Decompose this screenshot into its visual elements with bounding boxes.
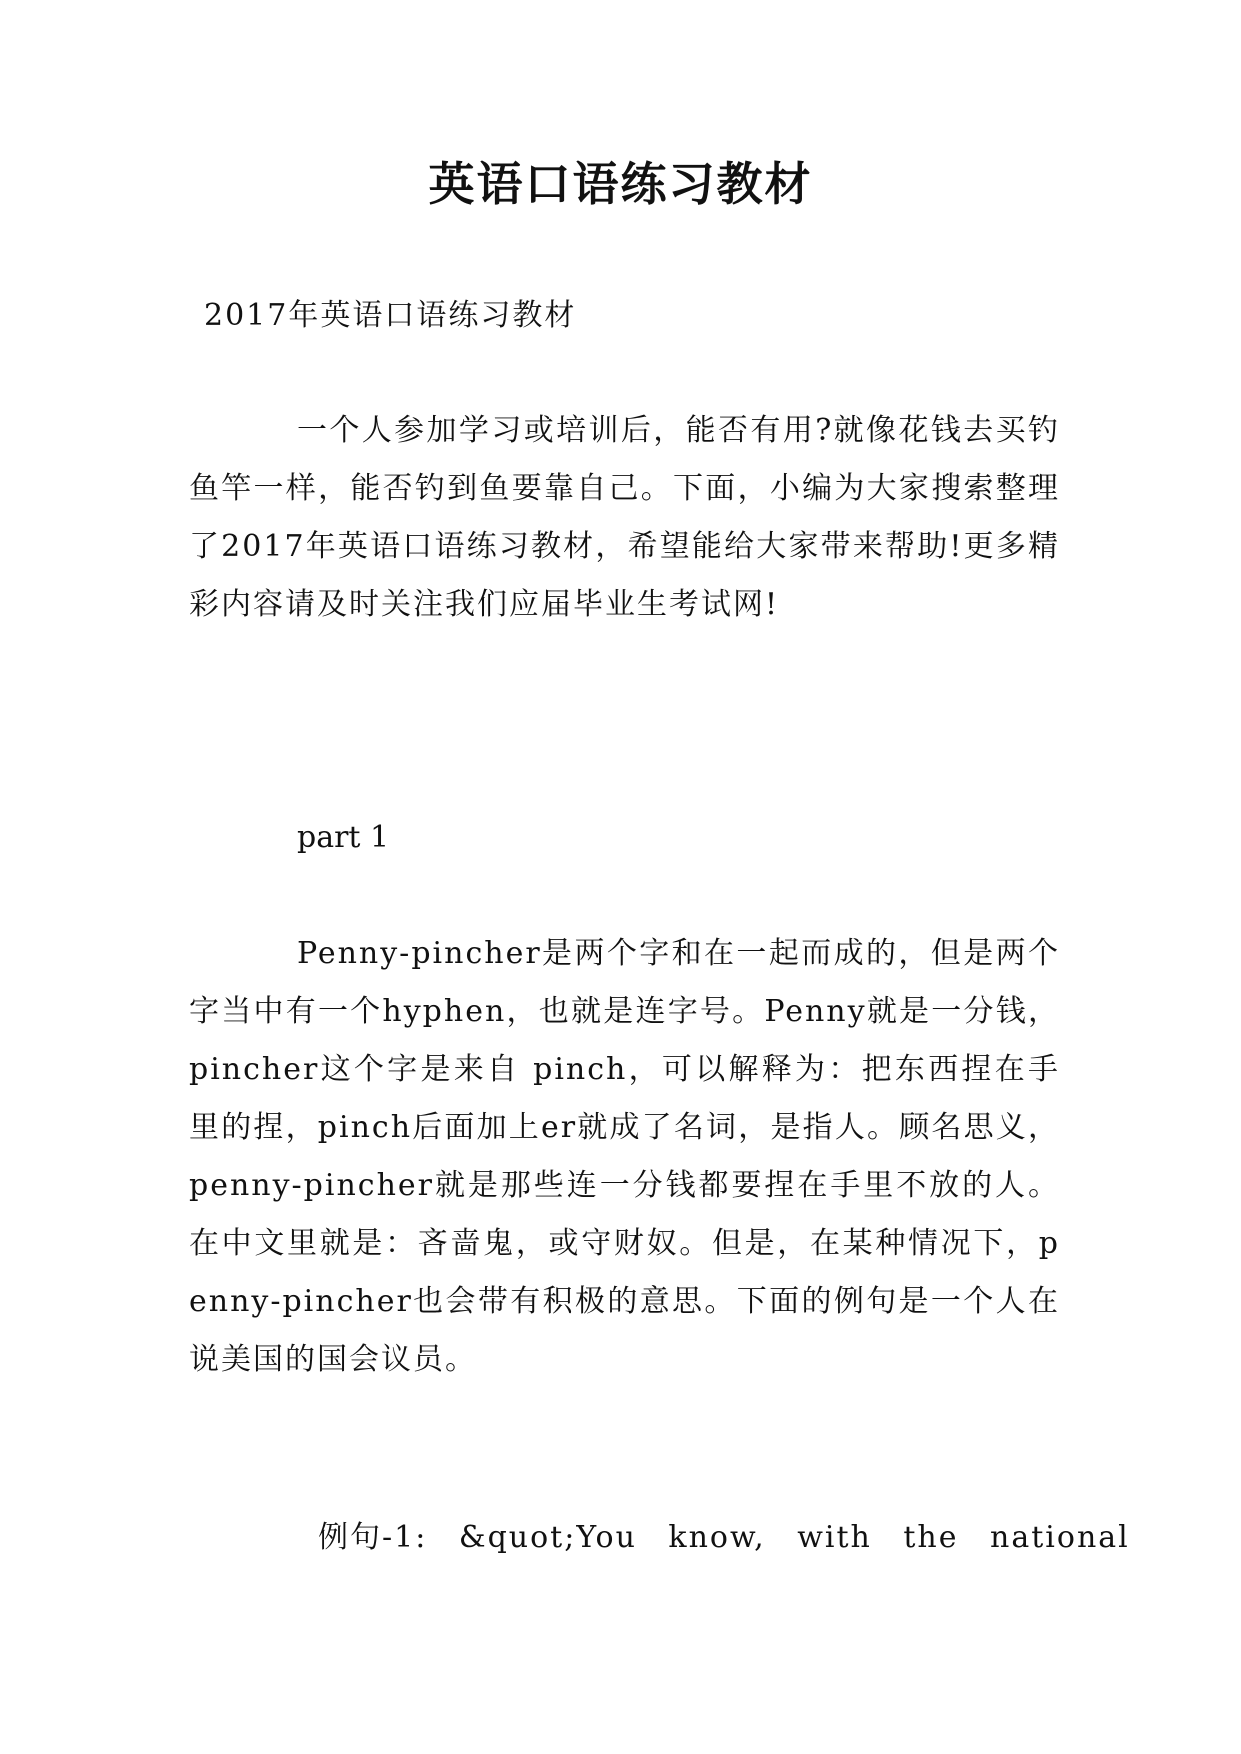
example-sentence: 例句-1: &quot;You know, with the national — [318, 1520, 1130, 1555]
document-title: 英语口语练习教材 — [428, 157, 813, 211]
body-paragraph: Penny-pincher是两个字和在一起而成的，但是两个字当中有一个hyphen，也就是连字号。Penny就是一分钱，pincher这个字是来自 pinch，可以解释为：把东西捏在手里的捏，pinch后面加上er就成了名词，是指人。顾名思义，penny-pincher就是那些连一分钱都要捏在手里不放的人。在中文里就是：吝啬鬼，或守财奴。但是，在某种情况下，penny-pincher也会带有积极的意思。下面的例句是一个人在说美国的国会议员。 — [189, 936, 1060, 1377]
document-subtitle: 2017年英语口语练习教材 — [204, 298, 577, 333]
intro-paragraph: 一个人参加学习或培训后，能否有用?就像花钱去买钓鱼竿一样，能否钓到鱼要靠自己。下面，小编为大家搜索整理了2017年英语口语练习教材，希望能给大家带来帮助!更多精彩内容请及时关注我们应届毕业生考试网! — [189, 413, 1060, 622]
part-heading: part 1 — [297, 820, 390, 855]
